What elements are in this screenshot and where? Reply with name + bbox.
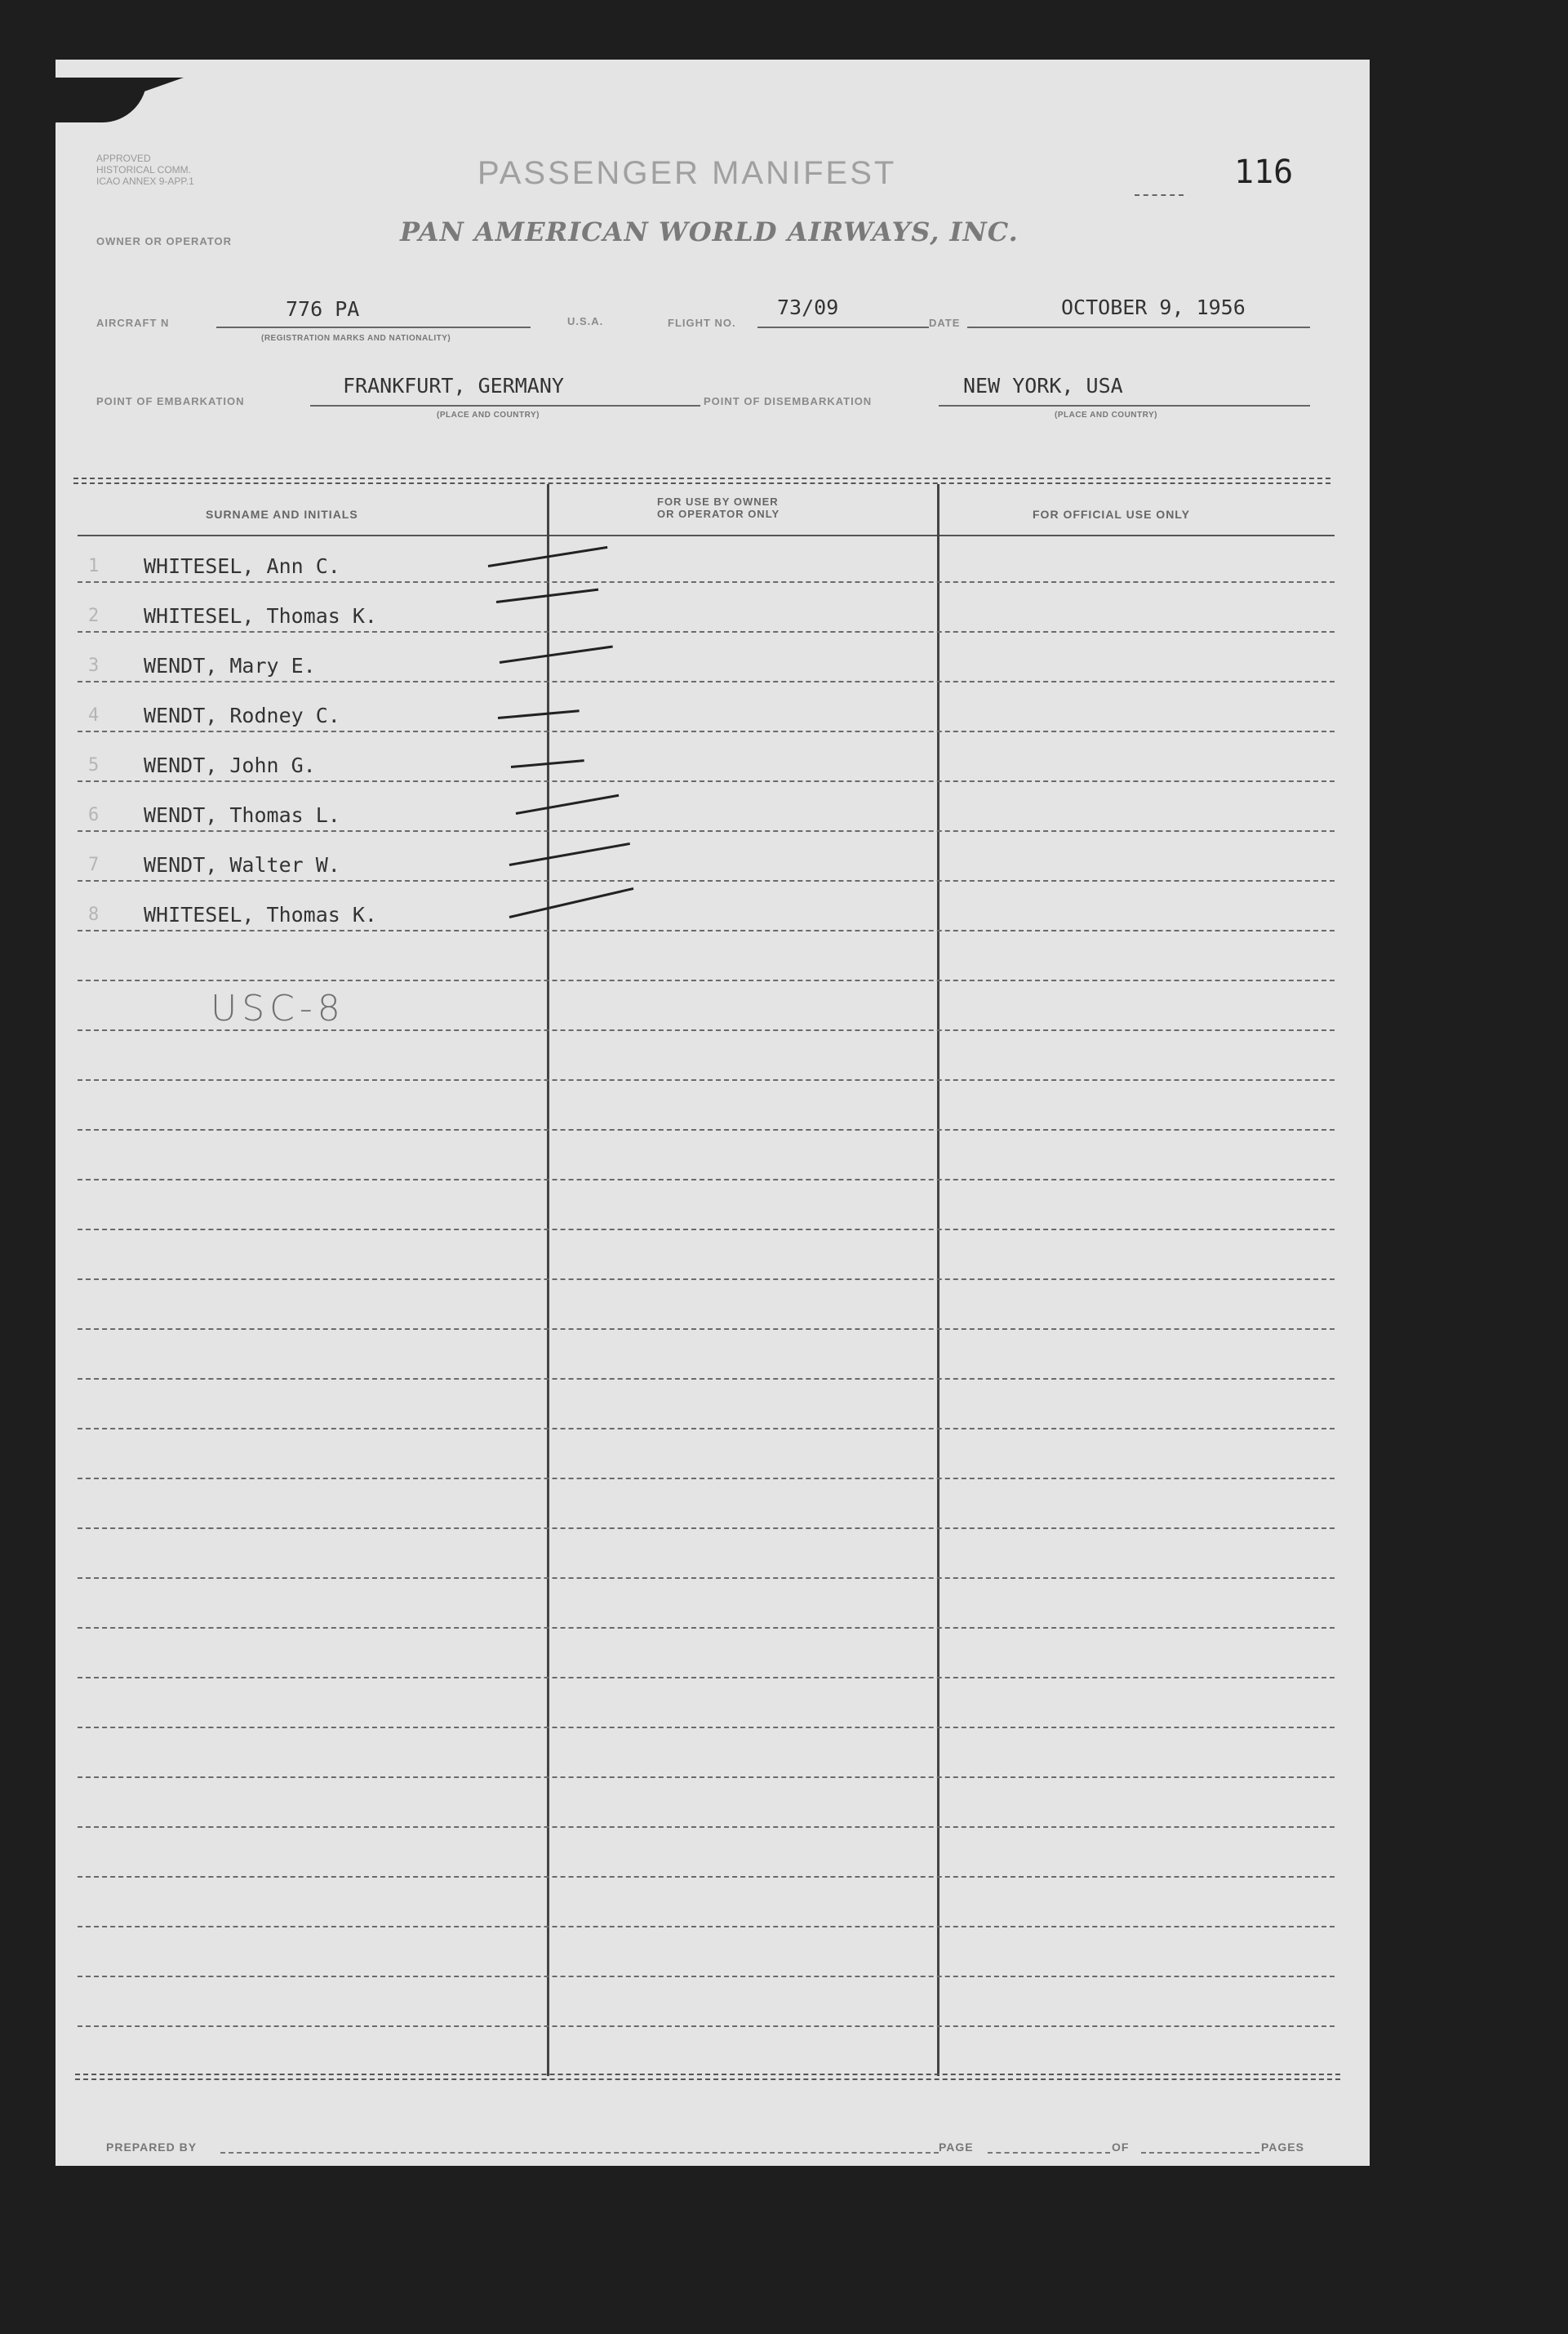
ruled-row-line: [78, 581, 1335, 583]
ruled-row-line: [78, 930, 1335, 931]
ruled-row-line: [78, 2025, 1335, 2027]
ruled-row-line: [78, 1378, 1335, 1380]
ruled-row-line: [78, 1179, 1335, 1180]
passenger-name: WHITESEL, Thomas K.: [144, 604, 377, 628]
prepared-by-underline: [220, 2152, 939, 2154]
ruled-row-line: [78, 1976, 1335, 1977]
nationality-label: U.S.A.: [567, 315, 604, 327]
page-number-underline: [1135, 194, 1184, 196]
column-divider-1: [547, 484, 549, 2076]
flight-number-value: 73/09: [777, 296, 839, 319]
row-number: 2: [88, 606, 100, 626]
pages-label: PAGES: [1261, 2141, 1304, 2154]
passenger-name: WHITESEL, Ann C.: [144, 554, 340, 578]
disembarkation-caption: (PLACE AND COUNTRY): [1055, 411, 1157, 420]
ruled-row-line: [78, 631, 1335, 633]
ruled-row-line: [78, 1129, 1335, 1131]
disembarkation-label: POINT OF DISEMBARKATION: [704, 395, 873, 407]
of-label: OF: [1112, 2141, 1130, 2154]
ruled-row-line: [78, 780, 1335, 782]
row-number: 5: [88, 755, 100, 776]
column-header-official: FOR OFFICIAL USE ONLY: [1033, 508, 1190, 521]
prepared-by-label: PREPARED BY: [106, 2141, 198, 2154]
passenger-name: WENDT, Rodney C.: [144, 704, 340, 727]
date-value: OCTOBER 9, 1956: [1061, 296, 1246, 319]
ruled-row-line: [78, 1926, 1335, 1927]
embarkation-label: POINT OF EMBARKATION: [96, 395, 245, 407]
passenger-name: WENDT, John G.: [144, 754, 316, 777]
row-number: 6: [88, 805, 100, 825]
column-header-owner-use-2: OR OPERATOR ONLY: [657, 508, 780, 520]
column-header-owner-use-1: FOR USE BY OWNER: [657, 496, 779, 508]
owner-label: OWNER OR OPERATOR: [96, 235, 233, 247]
ruled-row-line: [78, 1527, 1335, 1529]
approval-stamp-line-2: HISTORICAL COMM.: [96, 164, 192, 176]
row-number: 8: [88, 905, 100, 925]
approval-stamp-line-3: ICAO ANNEX 9-APP.1: [96, 176, 194, 187]
ruled-row-line: [78, 1727, 1335, 1728]
ruled-row-line: [78, 1677, 1335, 1678]
ruled-row-line: [78, 1029, 1335, 1031]
column-header-surname: SURNAME AND INITIALS: [206, 508, 358, 521]
ruled-row-line: [78, 731, 1335, 732]
of-underline: [1141, 2152, 1259, 2154]
ruled-row-line: [78, 830, 1335, 832]
flight-number-underline: [757, 327, 929, 328]
table-top-rule: [73, 478, 1330, 484]
aircraft-caption: (REGISTRATION MARKS AND NATIONALITY): [261, 334, 451, 343]
ruled-row-line: [78, 1079, 1335, 1081]
page-label: PAGE: [939, 2141, 974, 2154]
passenger-name: WENDT, Thomas L.: [144, 803, 340, 827]
ruled-row-line: [78, 1577, 1335, 1579]
page-title: PASSENGER MANIFEST: [478, 155, 897, 191]
table-bottom-rule: [75, 2074, 1340, 2080]
embarkation-caption: (PLACE AND COUNTRY): [437, 411, 540, 420]
page-number: 116: [1234, 153, 1294, 191]
manifest-page: [56, 60, 1370, 2166]
embarkation-value: FRANKFURT, GERMANY: [343, 374, 564, 398]
ruled-row-line: [78, 1428, 1335, 1429]
row-number: 4: [88, 705, 100, 726]
ruled-row-line: [78, 1278, 1335, 1280]
date-underline: [967, 327, 1310, 328]
row-number: 3: [88, 656, 100, 676]
date-label: DATE: [929, 317, 961, 329]
passenger-name: WENDT, Walter W.: [144, 853, 340, 877]
approval-stamp-line-1: APPROVED: [96, 153, 151, 164]
flight-number-label: FLIGHT NO.: [668, 317, 736, 329]
row-number: 1: [88, 556, 100, 576]
ruled-row-line: [78, 1776, 1335, 1778]
ruled-row-line: [78, 1229, 1335, 1230]
aircraft-label: AIRCRAFT N: [96, 317, 170, 329]
owner-value: PAN AMERICAN WORLD AIRWAYS, INC.: [400, 216, 1019, 247]
ruled-row-line: [78, 880, 1335, 882]
header-bottom-rule: [78, 535, 1335, 536]
ruled-row-line: [78, 681, 1335, 682]
passenger-name: WHITESEL, Thomas K.: [144, 903, 377, 927]
ruled-row-line: [78, 1826, 1335, 1828]
disembarkation-value: NEW YORK, USA: [963, 374, 1123, 398]
page-underline: [988, 2152, 1110, 2154]
aircraft-value: 776 PA: [286, 297, 360, 321]
handwritten-note: USC-8: [211, 988, 345, 1029]
disembarkation-underline: [939, 405, 1310, 407]
column-divider-2: [937, 484, 939, 2076]
embarkation-underline: [310, 405, 700, 407]
aircraft-underline: [216, 327, 531, 328]
ruled-row-line: [78, 1478, 1335, 1479]
row-number: 7: [88, 855, 100, 875]
ruled-row-line: [78, 980, 1335, 981]
passenger-name: WENDT, Mary E.: [144, 654, 316, 678]
ruled-row-line: [78, 1876, 1335, 1878]
ruled-row-line: [78, 1328, 1335, 1330]
ruled-row-line: [78, 1627, 1335, 1629]
